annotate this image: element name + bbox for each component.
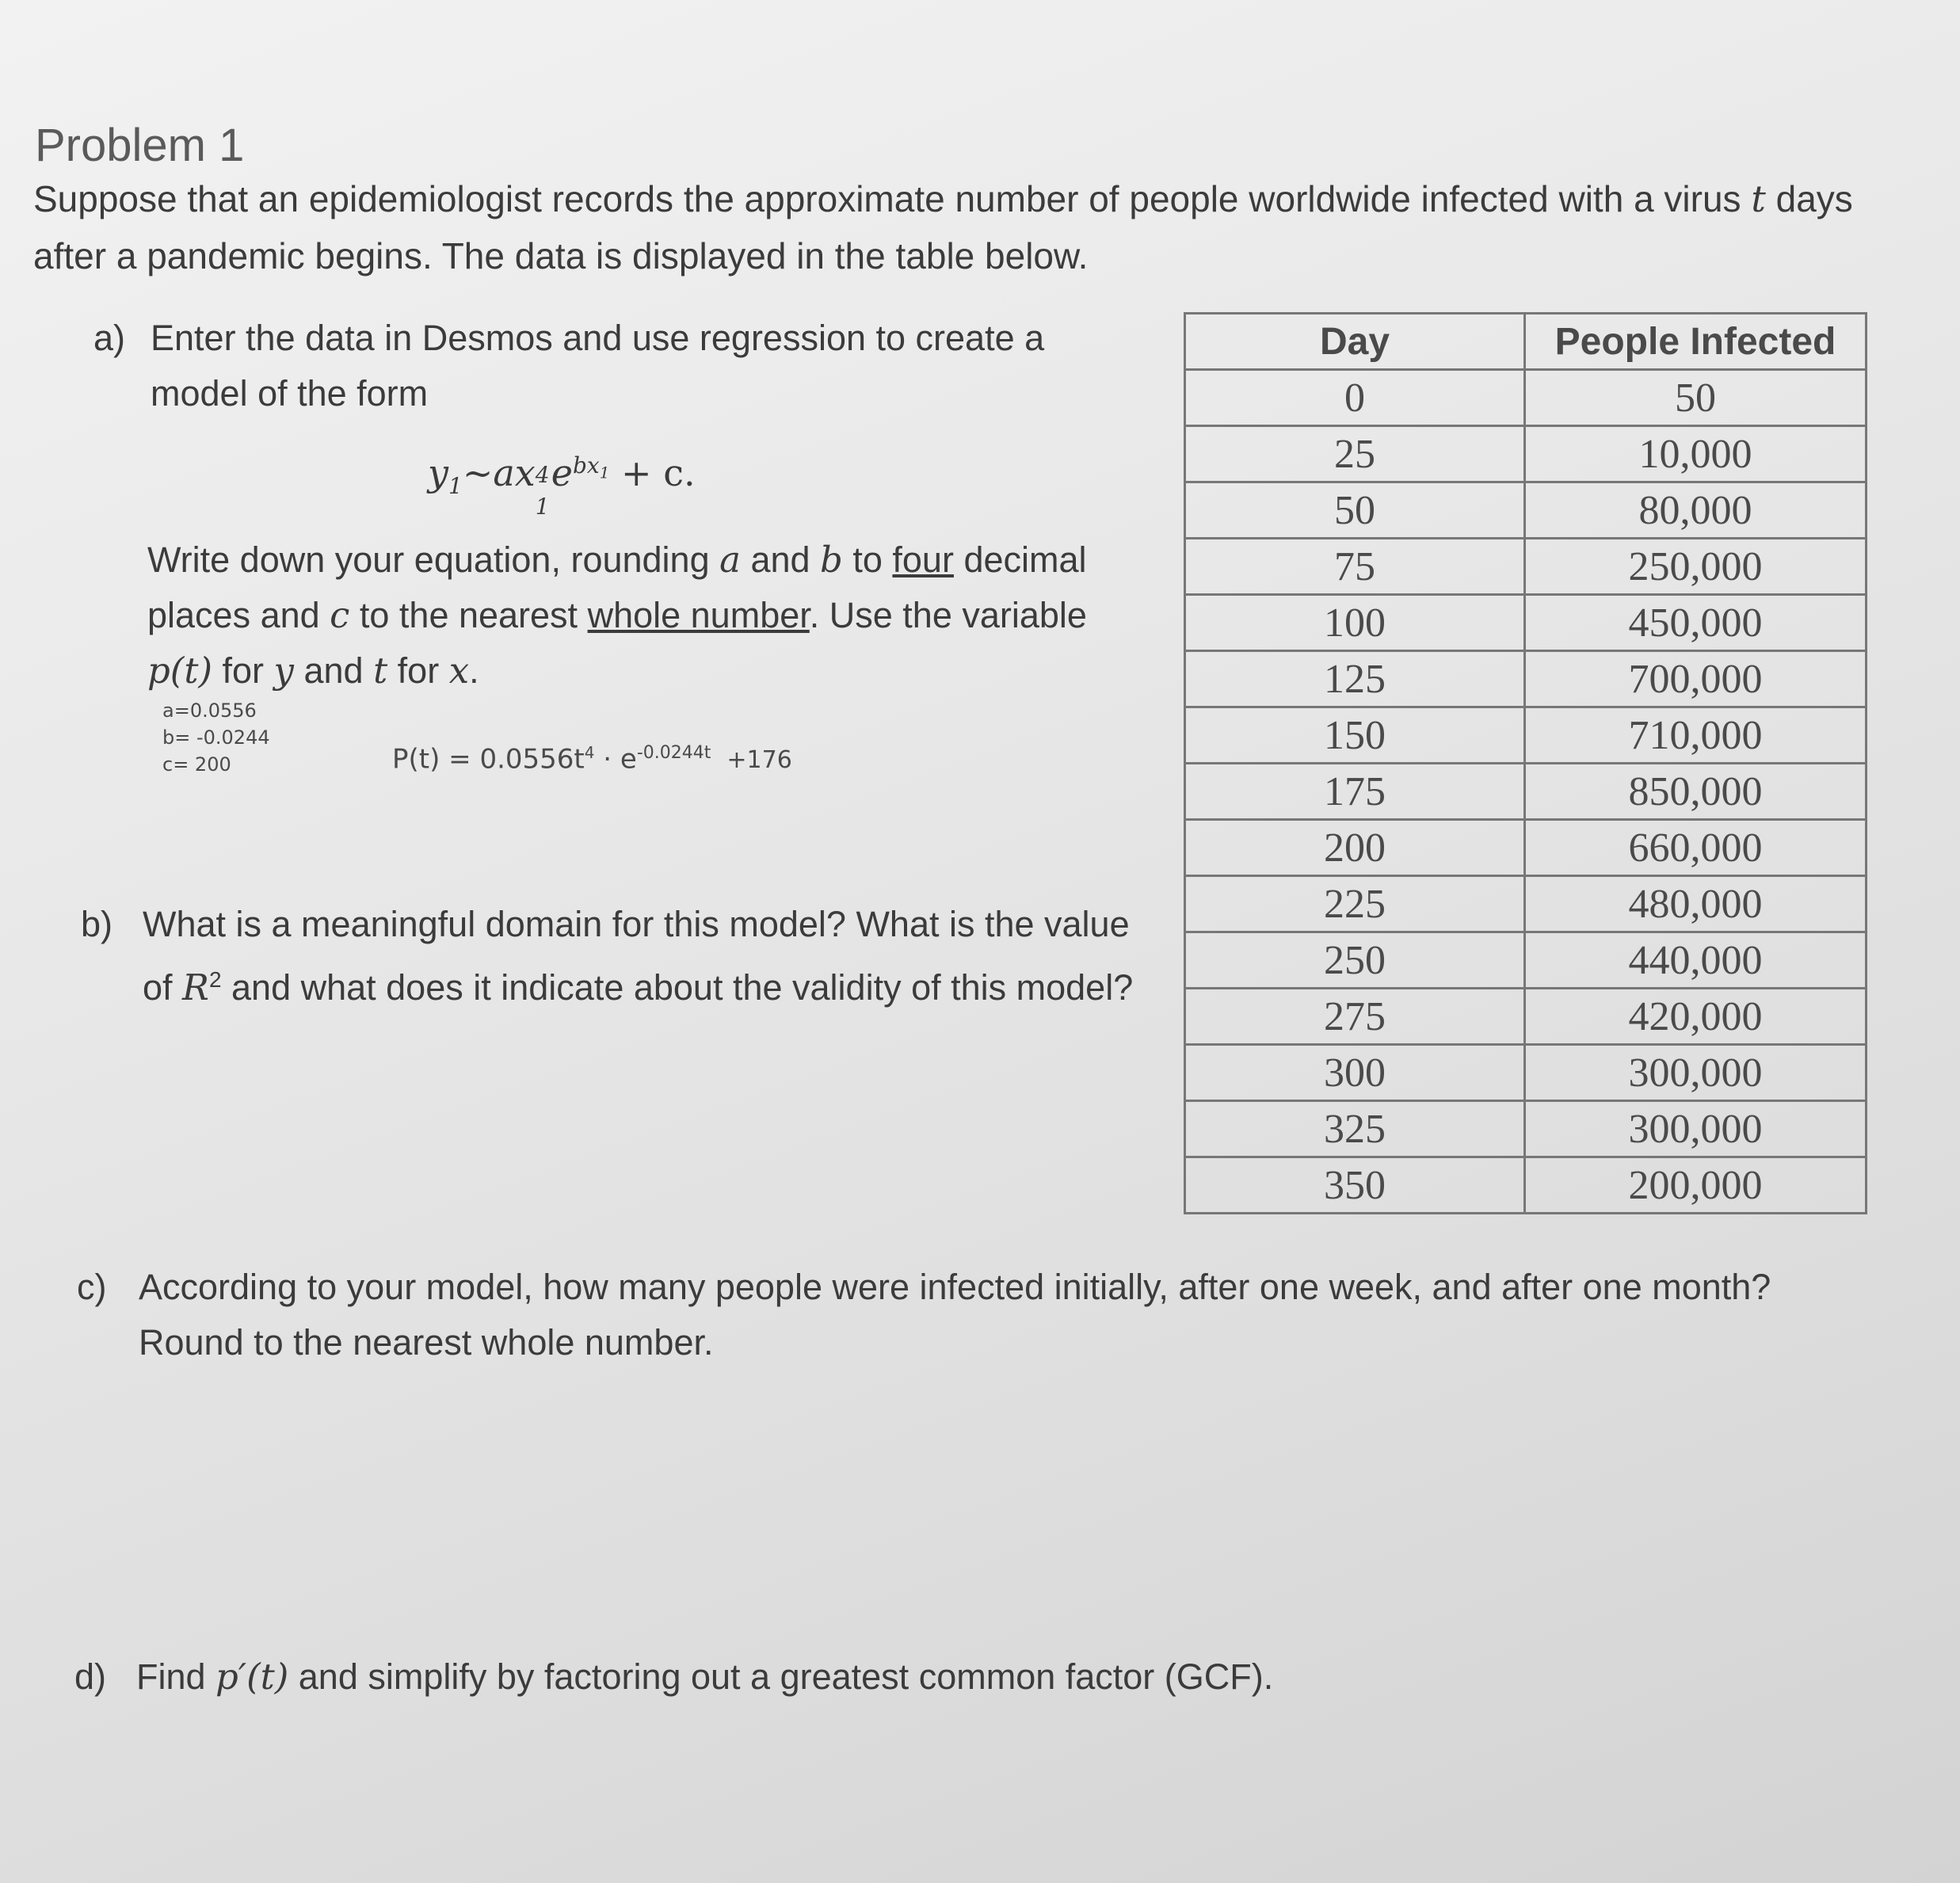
data-table [1184,312,1867,1214]
table-header-row [1185,314,1867,370]
table-row [1185,1157,1867,1214]
table-row [1185,989,1867,1045]
handwritten-equation [392,743,792,775]
formula-tilde: ~ [462,452,494,494]
cell-day: 25 [1185,426,1525,482]
cell-day: 250 [1185,932,1525,989]
cell-day: 300 [1185,1045,1525,1101]
formula-ax: ax [493,452,536,494]
part-a-instructions [147,532,1130,699]
part-b-text-1: What is a meaningful domain for this model? What is the value of [143,904,1130,1008]
cell-people-infected: 80,000 [1525,482,1867,539]
intro-var-t: t [1751,177,1766,220]
instr-4: decimal places and [147,539,1087,635]
hand-a: a=0.0556 [162,699,257,722]
part-b-label: b) [81,904,113,944]
cell-day: 225 [1185,876,1525,932]
part-c-prompt [77,1260,1866,1370]
table-row [1185,595,1867,651]
cell-day: 125 [1185,651,1525,707]
cell-people-infected: 850,000 [1525,764,1867,820]
instr-8: and [293,650,374,691]
instr-var-a: a [719,539,741,581]
cell-day: 100 [1185,595,1525,651]
cell-people-infected: 710,000 [1525,707,1867,764]
table-row [1185,1045,1867,1101]
header-day: Day [1185,314,1525,370]
instr-9: for [387,650,449,691]
part-b-text-2: and what does it indicate about the validity of this model? [221,967,1134,1008]
table-row [1185,539,1867,595]
header-people-infected: People Infected [1525,314,1867,370]
table-row [1185,482,1867,539]
cell-day: 0 [1185,370,1525,426]
instr-whole: whole number [587,595,810,635]
hand-b: b= -0.0244 [162,726,270,749]
hand-eq-tail: +176 [726,746,792,775]
formula-bx: bx [572,452,600,478]
table-row [1185,1101,1867,1157]
handwritten-coefficients [162,697,270,778]
instr-var-c: c [330,594,350,636]
instr-2: and [740,539,821,580]
cell-people-infected: 300,000 [1525,1101,1867,1157]
part-d-label: d) [74,1656,107,1697]
hand-eq-e: · e [594,743,637,776]
cell-people-infected: 480,000 [1525,876,1867,932]
cell-day: 325 [1185,1101,1525,1157]
part-b-r: R [182,966,209,1008]
formula-plus-c: + c. [609,452,696,494]
instr-var-x: x [448,650,470,692]
instr-var-pt: p(t) [147,650,213,692]
formula-e: e [551,452,573,494]
hand-eq-exp: -0.0244t [636,743,711,763]
part-d-prompt [74,1649,1800,1705]
hand-eq-main: P(t) = 0.0556t [392,743,585,776]
table-row [1185,876,1867,932]
table-row [1185,932,1867,989]
part-a-text: Enter the data in Desmos and use regression to create a model of the form [151,318,1045,414]
formula-sub: 1 [448,473,463,500]
table-row [1185,426,1867,482]
cell-people-infected: 300,000 [1525,1045,1867,1101]
part-b-r-exp: 2 [208,967,222,992]
instr-7: for [212,650,274,691]
part-c-text: According to your model, how many people were infected initially, after one week, and after one month? Round to the nearest whole number. [139,1267,1771,1363]
instr-var-b: b [820,539,843,581]
part-a-prompt [93,311,1133,421]
hand-c: c= 200 [162,753,231,776]
table-row [1185,651,1867,707]
instr-3: to [842,539,893,580]
intro-text-1: Suppose that an epidemiologist records the approximate number of people worldwide infected with a virus [33,178,1752,219]
part-a-label: a) [93,318,126,358]
table-row [1185,370,1867,426]
cell-people-infected: 450,000 [1525,595,1867,651]
cell-people-infected: 700,000 [1525,651,1867,707]
instr-10: . [469,650,479,691]
instr-5: to the nearest [349,595,588,635]
hand-eq-exp4: 4 [584,743,595,762]
table-row [1185,820,1867,876]
part-d-text-2: and simplify by factoring out a greatest common factor (GCF). [288,1656,1274,1697]
problem-title: Problem 1 [35,120,245,171]
instr-1: Write down your equation, rounding [147,539,720,580]
intro-text-2: days after a pandemic begins. The data is displayed in the table below. [33,178,1853,276]
cell-day: 175 [1185,764,1525,820]
cell-people-infected: 50 [1525,370,1867,426]
formula-bx-sub: 1 [599,463,610,482]
cell-day: 150 [1185,707,1525,764]
cell-people-infected: 10,000 [1525,426,1867,482]
instr-var-y: y [273,650,294,692]
cell-day: 50 [1185,482,1525,539]
instr-var-t: t [373,650,388,692]
cell-day: 350 [1185,1157,1525,1214]
formula-sub2: 1 [535,494,550,520]
part-c-label: c) [77,1267,107,1307]
table-row [1185,707,1867,764]
part-d-text-1: Find [136,1656,216,1697]
part-b-prompt [81,897,1149,1016]
instr-6: . Use the variable [809,595,1087,635]
cell-people-infected: 440,000 [1525,932,1867,989]
instr-four: four [892,539,954,580]
cell-people-infected: 250,000 [1525,539,1867,595]
problem-intro [33,170,1935,284]
cell-people-infected: 200,000 [1525,1157,1867,1214]
model-formula [428,452,696,520]
part-d-pprime: p′(t) [215,1656,289,1698]
cell-day: 200 [1185,820,1525,876]
formula-y: y [428,452,448,494]
cell-people-infected: 660,000 [1525,820,1867,876]
formula-exp4: 4 [535,462,550,488]
cell-day: 75 [1185,539,1525,595]
cell-people-infected: 420,000 [1525,989,1867,1045]
table-row [1185,764,1867,820]
cell-day: 275 [1185,989,1525,1045]
